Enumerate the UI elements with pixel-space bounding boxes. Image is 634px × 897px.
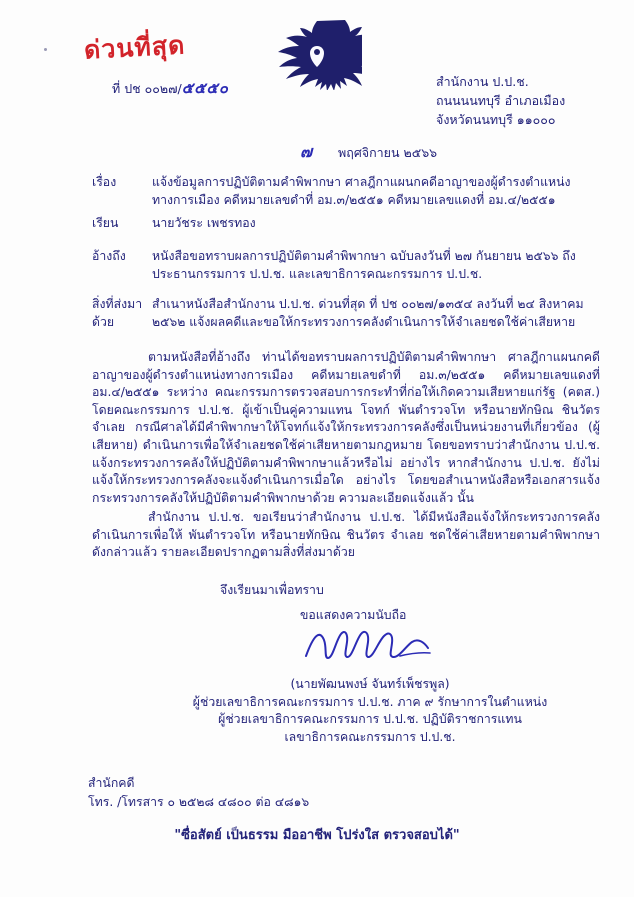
garuda-emblem bbox=[272, 18, 362, 90]
body-paragraph-1: ตามหนังสือที่อ้างถึง ท่านได้ขอทราบผลการปฏิบัติตามคำพิพากษา ศาลฎีกาแผนกคดีอาญาของผู้ดำรงตำแหน่งทางการเมือง คดีหมายเลขดำที่ อม.๓/๒๕๕๑ คดีหมายเลขแดงที่ อม.๔/๒๕๕๑ ระหว่าง คณะกรรมการตรวจสอบการกระทำที่ก่อให้เกิดความเสียหายแก่รัฐ (คตส.) โดยคณะกรรมการ ป.ป.ช. ผู้เข้าเป็นคู่ความแทน โจทก์ พันตำรวจโท หรือนายทักษิณ ชินวัตร จำเลย กรณีศาลได้มีคำพิพากษาให้โจทก์แจ้งให้กระทรวงการคลังซึ่งเป็นหน่วยงานที่เกี่ยวข้อง (ผู้เสียหาย) ดำเนินการเพื่อให้จำเลยชดใช้ค่าเสียหายตามกฎหมาย โดยขอทราบว่าสำนักงาน ป.ป.ช. แจ้งกระทรวงการคลังให้ปฏิบัติตามคำพิพากษาแล้วหรือไม่ อย่างไร หากสำนักงาน ป.ป.ช. ยังไม่แจ้งให้กระทรวงการคลังจะแจ้งดำเนินการเมื่อใด อย่างไร โดยขอสำเนาหนังสือหรือเอกสารแจ้งกระทรวงการคลังให้ปฏิบัติตามคำพิพากษาด้วย ความละเอียดแจ้งแล้ว นั้น bbox=[92, 350, 600, 505]
signer-title-3: เลขาธิการคณะกรรมการ ป.ป.ช. bbox=[284, 729, 456, 744]
urgent-stamp: ด่วนที่สุด bbox=[83, 30, 187, 65]
body-paragraph-3-text: จึงเรียนมาเพื่อทราบ bbox=[220, 583, 324, 597]
date-line bbox=[300, 140, 437, 165]
date-month-year: พฤศจิกายน ๒๕๖๖ bbox=[338, 145, 438, 160]
document-number-handwritten: ๕๕๕๐ bbox=[181, 79, 229, 97]
field-subject-value: แจ้งข้อมูลการปฏิบัติตามคำพิพากษา ศาลฎีกาแผนกคดีอาญาของผู้ดำรงตำแหน่งทางการเมือง คดีหมายเลขดำที่ อม.๓/๒๕๕๑ คดีหมายเลขแดงที่ อม.๔/๒๕๕๑ bbox=[152, 175, 571, 207]
document-number bbox=[112, 76, 229, 100]
footer-office: สำนักคดี bbox=[88, 776, 135, 790]
footer-motto: "ซื่อสัตย์ เป็นธรรม มืออาชีพ โปร่งใส ตรวจสอบได้" bbox=[174, 828, 460, 843]
signature-scrawl bbox=[300, 622, 440, 666]
document-number-label: ที่ ปช ๐๐๒๗/ bbox=[112, 81, 182, 96]
footer-contact bbox=[88, 774, 309, 812]
field-to bbox=[92, 215, 602, 233]
address-line-3: จังหวัดนนทบุรี ๑๑๐๐๐ bbox=[436, 112, 556, 127]
signer-block bbox=[180, 676, 560, 746]
field-to-label: เรียน bbox=[92, 216, 119, 230]
signer-title-2: ผู้ช่วยเลขาธิการคณะกรรมการ ป.ป.ช. ปฏิบัติราชการแทน bbox=[218, 712, 522, 726]
signer-title-1: ผู้ช่วยเลขาธิการคณะกรรมการ ป.ป.ช. ภาค ๙ รักษาการในตำแหน่ง bbox=[192, 694, 548, 709]
date-day-handwritten: ๗ bbox=[300, 142, 313, 161]
field-enclosure-value: สำเนาหนังสือสำนักงาน ป.ป.ช. ด่วนที่สุด ที่ ปช ๐๐๒๗/๑๓๕๔ ลงวันที่ ๒๔ สิงหาคม ๒๕๖๒ แจ้งผลคดีและขอให้กระทรวงการคลังดำเนินการให้จำเลยชดใช้ค่าเสียหาย bbox=[152, 297, 584, 329]
closing-regards: ขอแสดงความนับถือ bbox=[300, 608, 407, 622]
address-line-1: สำนักงาน ป.ป.ช. bbox=[436, 74, 529, 89]
field-enclosure-label: สิ่งที่ส่งมาด้วย bbox=[92, 297, 143, 329]
field-reference-value: หนังสือขอทราบผลการปฏิบัติตามคำพิพากษา ฉบับลงวันที่ ๒๗ กันยายน ๒๕๖๖ ถึงประธานกรรมการ ป.ป.ช. และเลขาธิการคณะกรรมการ ป.ป.ช. bbox=[152, 249, 576, 281]
field-reference bbox=[92, 248, 606, 283]
footer-phone: โทร. /โทรสาร ๐ ๒๕๒๘ ๔๘๐๐ ต่อ ๔๘๑๖ bbox=[88, 795, 310, 809]
page-edge-mark bbox=[44, 48, 47, 51]
field-to-value: นายวัชระ เพชรทอง bbox=[152, 216, 256, 230]
field-subject-label: เรื่อง bbox=[92, 175, 117, 189]
signer-name: (นายพัฒนพงษ์ จันทร์เพ็ชรพูล) bbox=[290, 677, 450, 691]
field-subject bbox=[92, 174, 602, 209]
office-address bbox=[436, 72, 565, 129]
field-reference-label: อ้างถึง bbox=[92, 249, 126, 263]
address-line-2: ถนนนนทบุรี อำเภอเมือง bbox=[436, 93, 566, 108]
body-paragraph-3 bbox=[92, 582, 600, 600]
field-enclosure bbox=[92, 296, 606, 331]
body-paragraph-2: สำนักงาน ป.ป.ช. ขอเรียนว่าสำนักงาน ป.ป.ช. ได้มีหนังสือแจ้งให้กระทรวงการคลังดำเนินการเพื่อให้ พันตำรวจโท หรือนายทักษิณ ชินวัตร จำเลย ชดใช้ค่าเสียหายตามคำพิพากษาดังกล่าวแล้ว รายละเอียดปรากฏตามสิ่งที่ส่งมาด้วย bbox=[92, 510, 600, 560]
